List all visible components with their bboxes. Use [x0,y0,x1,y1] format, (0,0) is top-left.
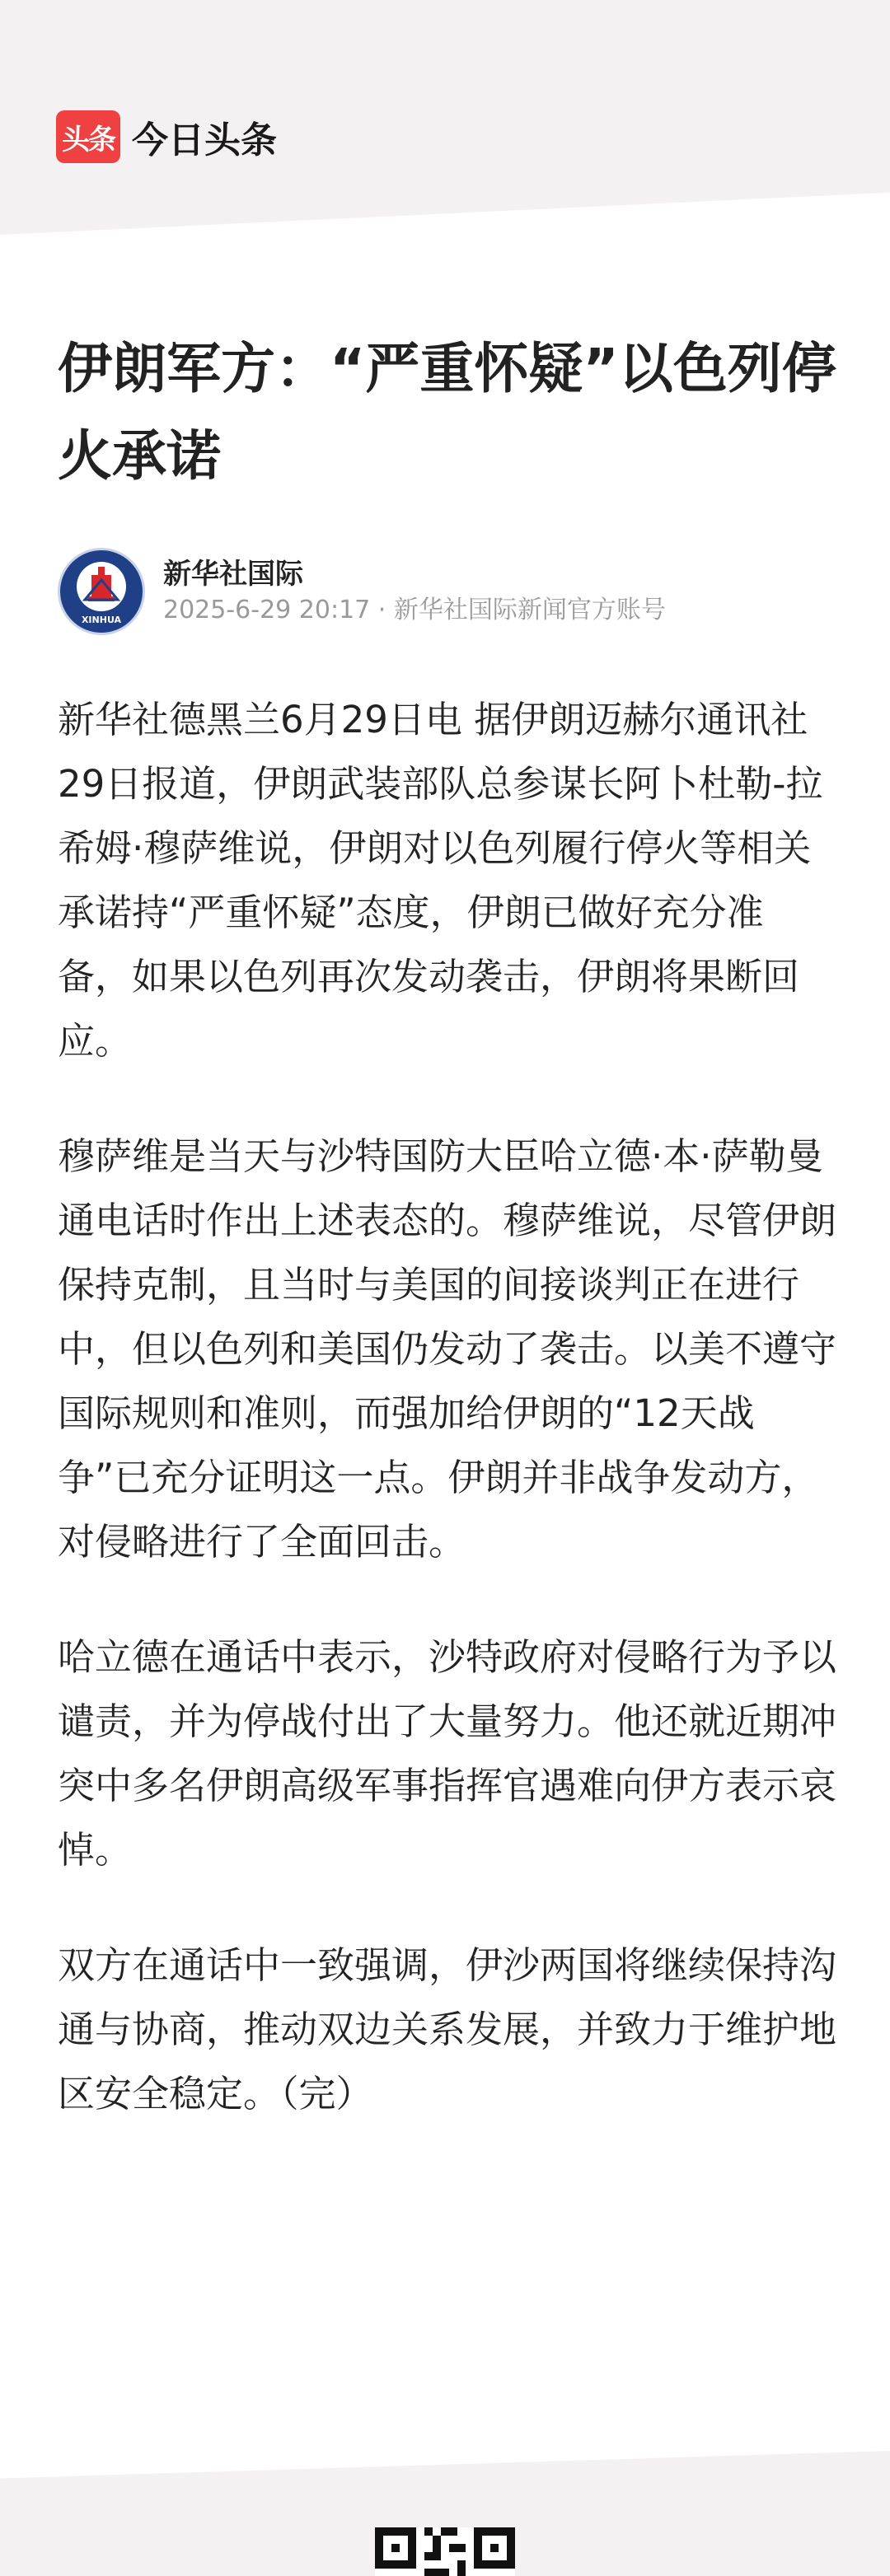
toutiao-badge-icon: 头条 [56,110,120,163]
xinhua-logo-icon [60,550,143,633]
publish-time: 2025-6-29 20:17 [163,596,371,624]
author-description: 新华社国际新闻官方账号 [393,596,666,624]
article-title: 伊朗军方：“严重怀疑”以色列停火承诺 [58,337,836,488]
author-name[interactable]: 新华社国际 [163,558,303,591]
article-paragraph: 哈立德在通话中表示，沙特政府对侵略行为予以谴责，并为停战付出了大量努力。他还就近期冲突中多名伊朗高级军事指挥官遇难向伊方表示哀悼。 [58,1635,837,1872]
article-header [58,325,836,500]
qr-code-icon[interactable] [375,2527,515,2576]
avatar[interactable] [58,548,145,635]
author-info [163,555,666,628]
article-body [58,688,836,2177]
avatar-text: XINHUA [81,615,122,625]
article-paragraph: 穆萨维是当天与沙特国防大臣哈立德·本·萨勒曼通电话时作出上述表态的。穆萨维说，尽管伊朗保持克制，且当时与美国的间接谈判正在进行中，但以色列和美国仍发动了袭击。以美不遵守国际规则和准则，而强加给伊朗的“12天战争”已充分证明这一点。伊朗并非战争发动方，对侵略进行了全面回击。 [58,1134,837,1564]
article-paragraph: 双方在通话中一致强调，伊沙两国将继续保持沟通与协商，推动双边关系发展，并致力于维护地区安全稳定。（完） [58,1943,837,2115]
author-meta [163,593,666,628]
meta-separator: · [377,596,386,624]
app-name: 今日头条 [132,119,277,161]
app-logo[interactable] [56,110,277,163]
author-row[interactable] [58,548,666,635]
article-paragraph: 新华社德黑兰6月29日电 据伊朗迈赫尔通讯社29日报道，伊朗武装部队总参谋长阿卜杜勒-拉希姆·穆萨维说，伊朗对以色列履行停火等相关承诺持“严重怀疑”态度，伊朗已做好充分准备，如果以色列再次发动袭击，伊朗将果断回应。 [58,698,823,1063]
